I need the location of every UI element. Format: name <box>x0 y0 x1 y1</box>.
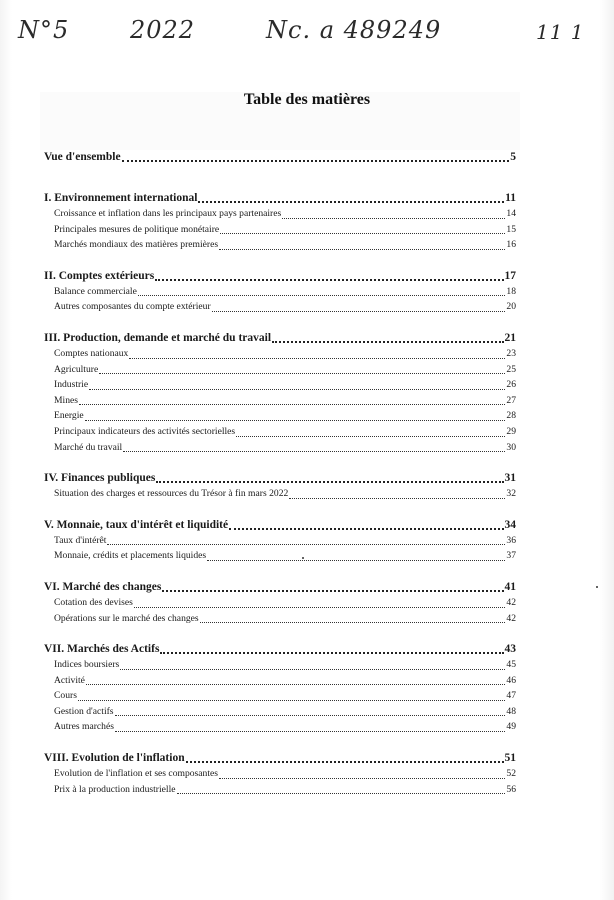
dot-leader <box>99 373 505 374</box>
toc-subentry[interactable] <box>44 533 516 549</box>
section-gap <box>44 175 516 191</box>
dot-leader <box>156 481 503 483</box>
toc-subentry-label: Marchés mondiaux des matières premières <box>54 239 219 251</box>
dot-leader <box>220 233 505 234</box>
toc-section-label: I. Environnement international <box>44 192 198 204</box>
toc-subentry-page: 46 <box>506 674 516 686</box>
toc-subentry[interactable] <box>44 424 516 440</box>
toc-subentry[interactable] <box>44 595 516 611</box>
toc-subentry-page: 42 <box>506 596 516 608</box>
dot-leader <box>160 652 503 654</box>
toc-section-page: 11 <box>505 192 516 204</box>
dot-leader <box>186 761 504 763</box>
dot-leader <box>198 201 504 203</box>
toc-section-entry[interactable] <box>44 471 516 486</box>
dot-leader <box>123 451 505 452</box>
toc-section-label: VI. Marché des changes <box>44 580 162 593</box>
toc-section-entry[interactable] <box>44 518 516 533</box>
dot-leader <box>229 528 503 530</box>
toc-subentry-label: Cotation des devises <box>54 596 133 608</box>
dot-leader <box>115 715 506 716</box>
toc-subentry[interactable] <box>44 719 516 735</box>
toc-subentry[interactable] <box>44 362 516 378</box>
toc-subentry-label: Monnaie, crédits et placements liquides <box>54 550 207 562</box>
toc-subentry-label: Agriculture <box>54 363 99 375</box>
toc-subentry-label: Autres composantes du compte extérieur <box>54 301 211 313</box>
toc-subentry-page: 30 <box>506 441 516 453</box>
toc-subentry-label: Situation des charges et ressources du Trésor à fin mars 2022 <box>54 488 289 500</box>
toc-subentry[interactable] <box>44 766 516 782</box>
toc-section-label: II. Comptes extérieurs <box>44 269 155 282</box>
toc-section-page: 41 <box>504 580 516 593</box>
toc-section-page: 34 <box>504 518 516 531</box>
toc-subentry-label: Opérations sur le marché des changes <box>54 612 199 624</box>
section-gap <box>44 564 516 580</box>
toc-subentry[interactable] <box>44 673 516 689</box>
toc-subentry[interactable] <box>44 704 516 720</box>
toc-section-entry[interactable] <box>44 269 516 284</box>
toc-section-label: IV. Finances publiques <box>44 472 156 485</box>
toc-subentry-page: 48 <box>506 705 516 717</box>
section-gap <box>44 253 516 269</box>
dot-leader <box>155 279 503 281</box>
toc-subentry-label: Mines <box>54 394 78 406</box>
toc-section-label: V. Monnaie, taux d'intérêt et liquidité <box>44 518 229 531</box>
toc-subentry[interactable] <box>44 222 516 238</box>
toc-subentry-page: 32 <box>506 488 516 500</box>
dot-leader <box>120 669 505 670</box>
toc-subentry-page: 23 <box>506 347 516 359</box>
dot-leader <box>272 341 503 343</box>
toc-subentry[interactable] <box>44 440 516 456</box>
toc-subentry-page: 49 <box>506 721 516 733</box>
toc-section-page: 5 <box>510 151 516 163</box>
toc-subentry-page: 42 <box>506 612 516 624</box>
dot-leader <box>236 436 505 437</box>
dot-leader <box>282 218 505 219</box>
toc-subentry-page: 25 <box>506 363 516 375</box>
scan-speck <box>596 586 598 588</box>
toc-subentry-page: 47 <box>506 690 516 702</box>
dot-leader <box>85 420 506 421</box>
toc-section-label: VIII. Evolution de l'inflation <box>44 752 185 765</box>
dot-leader <box>212 311 506 312</box>
dot-leader <box>79 404 505 405</box>
toc-section-label: VII. Marchés des Actifs <box>44 643 160 656</box>
toc-subentry-label: Evolution de l'inflation et ses composantes <box>54 768 218 780</box>
toc-subentry-label: Taux d'intérêt <box>54 534 107 546</box>
toc-subentry-label: Balance commerciale <box>54 285 137 297</box>
toc-subentry-page: 52 <box>506 768 516 780</box>
toc-subentry-label: Prix à la production industrielle <box>54 783 176 795</box>
toc-subentry-label: Energie <box>54 410 84 422</box>
toc-section-page: 43 <box>504 643 516 656</box>
toc-section-label: Vue d'ensemble <box>44 151 121 163</box>
dot-leader <box>289 498 505 499</box>
table-of-contents <box>44 150 516 797</box>
toc-subentry-label: Croissance et inflation dans les principaux pays partenaires <box>54 208 282 219</box>
toc-subentry-label: Cours <box>54 690 77 702</box>
dot-leader <box>177 793 506 794</box>
toc-subentry[interactable] <box>44 299 516 315</box>
dot-leader <box>129 358 505 359</box>
toc-subentry[interactable] <box>44 393 516 409</box>
toc-subentry-label: Activité <box>54 674 85 686</box>
toc-section-entry[interactable] <box>44 331 516 346</box>
dot-leader <box>107 544 505 545</box>
toc-subentry-label: Principaux indicateurs des activités sectorielles <box>54 425 236 437</box>
dot-leader <box>219 249 505 250</box>
section-gap <box>44 626 516 642</box>
toc-subentry[interactable] <box>44 611 516 627</box>
dot-leader <box>134 607 506 608</box>
toc-section-page: 31 <box>504 472 516 485</box>
dot-leader <box>207 560 505 561</box>
toc-subentry-page: 18 <box>506 285 516 297</box>
toc-subentry[interactable] <box>44 237 516 253</box>
toc-subentry[interactable] <box>44 377 516 393</box>
toc-section-label: III. Production, demande et marché du travail <box>44 331 272 344</box>
handwritten-note-year: 2022 <box>130 16 196 44</box>
toc-subentry[interactable] <box>44 346 516 362</box>
dot-leader <box>122 160 510 162</box>
toc-subentry-page: 20 <box>506 301 516 313</box>
toc-section-entry[interactable] <box>44 191 516 206</box>
toc-section-entry[interactable] <box>44 580 516 595</box>
handwritten-note-number: N°5 <box>18 16 70 44</box>
toc-subentry-page: 37 <box>506 550 516 562</box>
toc-subentry-page: 28 <box>506 410 516 422</box>
toc-section-page: 51 <box>504 752 516 765</box>
section-gap <box>44 502 516 518</box>
toc-subentry[interactable] <box>44 688 516 704</box>
toc-subentry-page: 26 <box>506 379 516 391</box>
section-gap <box>44 455 516 471</box>
toc-subentry-page: 36 <box>506 534 516 546</box>
handwritten-note-corner: 11 1 <box>536 20 585 44</box>
dot-leader <box>89 389 505 390</box>
toc-section-page: 17 <box>504 269 516 282</box>
dot-leader <box>115 731 505 732</box>
toc-subentry-label: Gestion d'actifs <box>54 705 114 717</box>
section-gap <box>44 315 516 331</box>
toc-subentry[interactable] <box>44 657 516 673</box>
dot-leader <box>162 590 503 592</box>
handwritten-note-reference: Nc. a 489249 <box>266 16 442 44</box>
dot-leader <box>78 700 505 701</box>
toc-subentry[interactable] <box>44 548 516 564</box>
toc-section-entry[interactable] <box>44 150 516 165</box>
toc-subentry-label: Marché du travail <box>54 441 123 453</box>
toc-subentry[interactable] <box>44 284 516 300</box>
toc-subentry-page: 29 <box>506 425 516 437</box>
toc-section-entry[interactable] <box>44 642 516 657</box>
dot-leader <box>219 778 505 779</box>
page-title: Table des matières <box>243 91 371 108</box>
toc-subentry-label: Autres marchés <box>54 721 114 733</box>
dot-leader <box>138 295 506 296</box>
section-gap <box>44 165 516 175</box>
toc-subentry[interactable] <box>44 486 516 502</box>
toc-section-page: 21 <box>504 331 516 344</box>
toc-subentry[interactable] <box>44 782 516 798</box>
section-gap <box>44 735 516 751</box>
toc-subentry-label: Principales mesures de politique monétaire <box>54 223 220 235</box>
toc-subentry-label: Comptes nationaux <box>54 347 129 359</box>
scan-speck <box>302 557 304 559</box>
dot-leader <box>200 622 506 623</box>
toc-subentry-page: 45 <box>506 659 516 671</box>
toc-subentry-page: 15 <box>506 223 516 235</box>
toc-subentry-page: 14 <box>506 208 516 219</box>
toc-subentry[interactable] <box>44 206 516 222</box>
toc-section-entry[interactable] <box>44 751 516 766</box>
dot-leader <box>86 684 506 685</box>
toc-subentry-label: Industrie <box>54 379 89 391</box>
toc-subentry[interactable] <box>44 408 516 424</box>
toc-subentry-page: 27 <box>506 394 516 406</box>
toc-subentry-page: 16 <box>506 239 516 251</box>
toc-subentry-label: Indices boursiers <box>54 659 120 671</box>
toc-subentry-page: 56 <box>506 783 516 795</box>
